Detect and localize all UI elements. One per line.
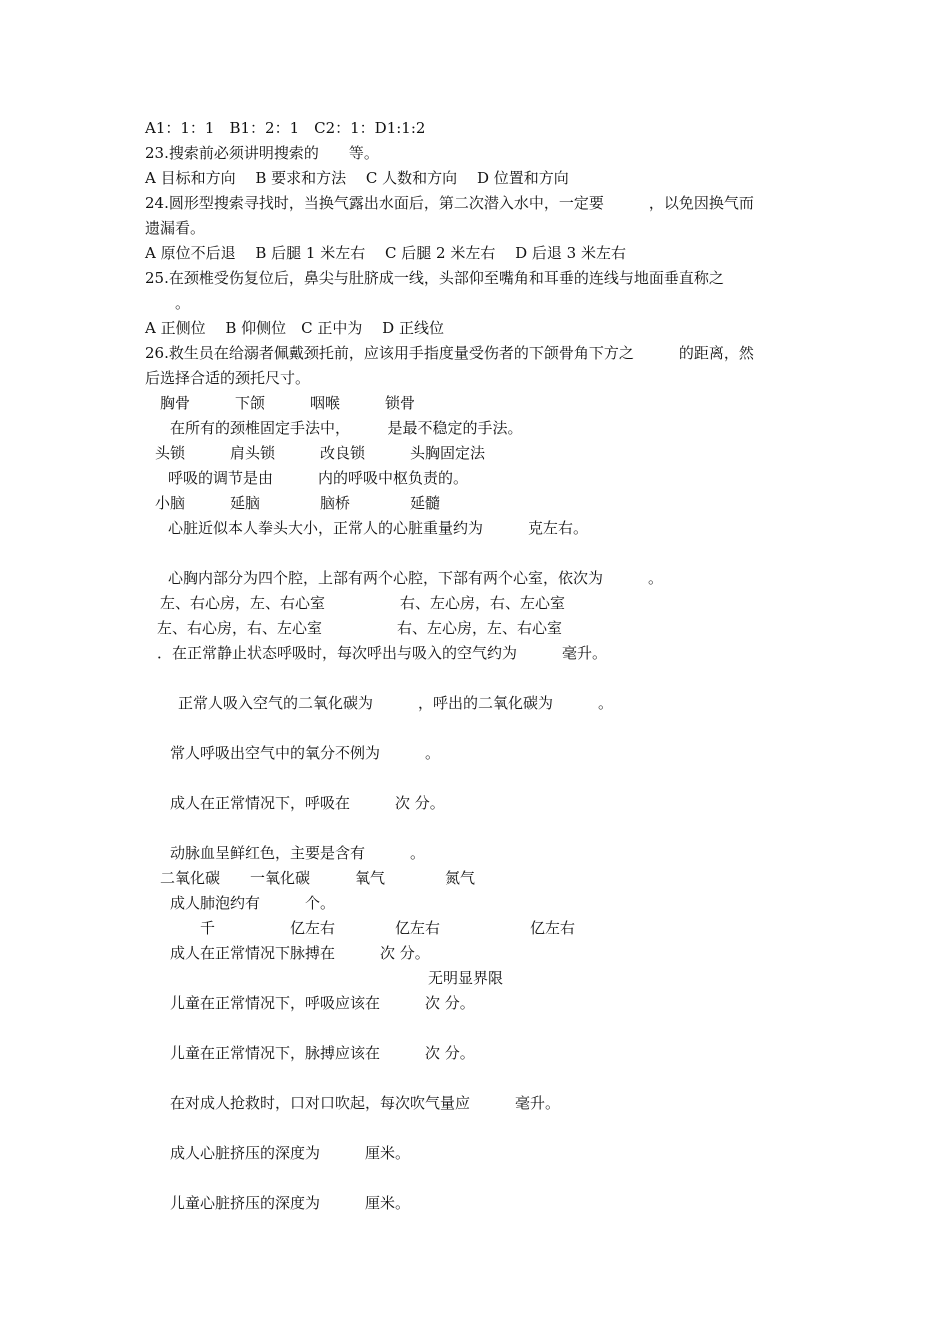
question-24-line-2: 遗漏看。 [145,219,206,237]
question-23: 23.搜索前必须讲明搜索的 等。 [145,144,379,162]
options-breathing-center: 小脑 延脑 脑桥 延髓 [155,494,441,512]
option-no-clear-limit: 无明显界限 [428,969,504,987]
question-26-line-1: 26.救生员在给溺者佩戴颈托前，应该用手指度量受伤者的下颌骨角下方之 的距离，然 [145,344,754,362]
options-heart-chambers-2: 左、右心房，右、左心室 右、左心房，左、右心室 [157,619,563,637]
options-26: 胸骨 下颌 咽喉 锁骨 [160,394,416,412]
question-alveoli-count: 成人肺泡约有 个。 [170,894,336,912]
question-24-line-1: 24.圆形型搜索寻找时，当换气露出水面后，第二次潜入水中，一定要 ，以免因换气而 [145,194,754,212]
question-oxygen-ratio: 常人呼吸出空气中的氧分不例为 。 [170,744,441,762]
question-25-line-2: 。 [145,294,191,312]
question-26-line-2: 后选择合适的颈托尺寸。 [145,369,311,387]
options-25: A 正侧位 B 仰侧位 C 正中为 D 正线位 [145,319,444,337]
question-breathing-center: 呼吸的调节是由 内的呼吸中枢负责的。 [168,469,469,487]
options-23: A 目标和方向 B 要求和方法 C 人数和方向 D 位置和方向 [145,169,569,187]
options-24: A 原位不后退 B 后腿 1 米左右 C 后腿 2 米左右 D 后退 3 米左右 [145,244,626,262]
question-child-compression-depth: 儿童心脏挤压的深度为 厘米。 [170,1194,411,1212]
question-heart-chambers: 心胸内部分为四个腔，上部有两个心腔，下部有两个心室，依次为 。 [168,569,664,587]
answer-options-ratio: A1：1：1 B1：2：1 C2：1：D1:1:2 [145,119,426,137]
options-heart-chambers-1: 左、右心房，左、右心室 右、左心房，右、左心室 [160,594,566,612]
question-neck-fixation: 在所有的颈椎固定手法中， 是最不稳定的手法。 [170,419,523,437]
options-neck-fixation: 头锁 肩头锁 改良锁 头胸固定法 [155,444,486,462]
question-25-line-1: 25.在颈椎受伤复位后，鼻尖与肚脐成一线，头部仰至嘴角和耳垂的连线与地面垂直称之 [145,269,724,287]
question-rescue-breath-volume: 在对成人抢救时，口对口吹起，每次吹气量应 毫升。 [170,1094,561,1112]
question-adult-breathing-rate: 成人在正常情况下，呼吸在 次 分。 [170,794,445,812]
question-carbon-dioxide: 正常人吸入空气的二氧化碳为 ，呼出的二氧化碳为 。 [178,694,614,712]
question-arterial-blood: 动脉血呈鲜红色，主要是含有 。 [170,844,426,862]
question-child-pulse: 儿童在正常情况下，脉搏应该在 次 分。 [170,1044,475,1062]
question-heart-weight: 心脏近似本人拳头大小，正常人的心脏重量约为 克左右。 [168,519,589,537]
question-adult-compression-depth: 成人心脏挤压的深度为 厘米。 [170,1144,411,1162]
options-alveoli-count: 千 亿左右 亿左右 亿左右 [200,919,576,937]
question-child-breathing-rate: 儿童在正常情况下，呼吸应该在 次 分。 [170,994,475,1012]
options-arterial-blood: 二氧化碳 一氧化碳 氧气 氮气 [160,869,476,887]
question-adult-pulse: 成人在正常情况下脉搏在 次 分。 [170,944,430,962]
question-tidal-volume: ．在正常静止状态呼吸时，每次呼出与吸入的空气约为 毫升。 [157,644,608,662]
